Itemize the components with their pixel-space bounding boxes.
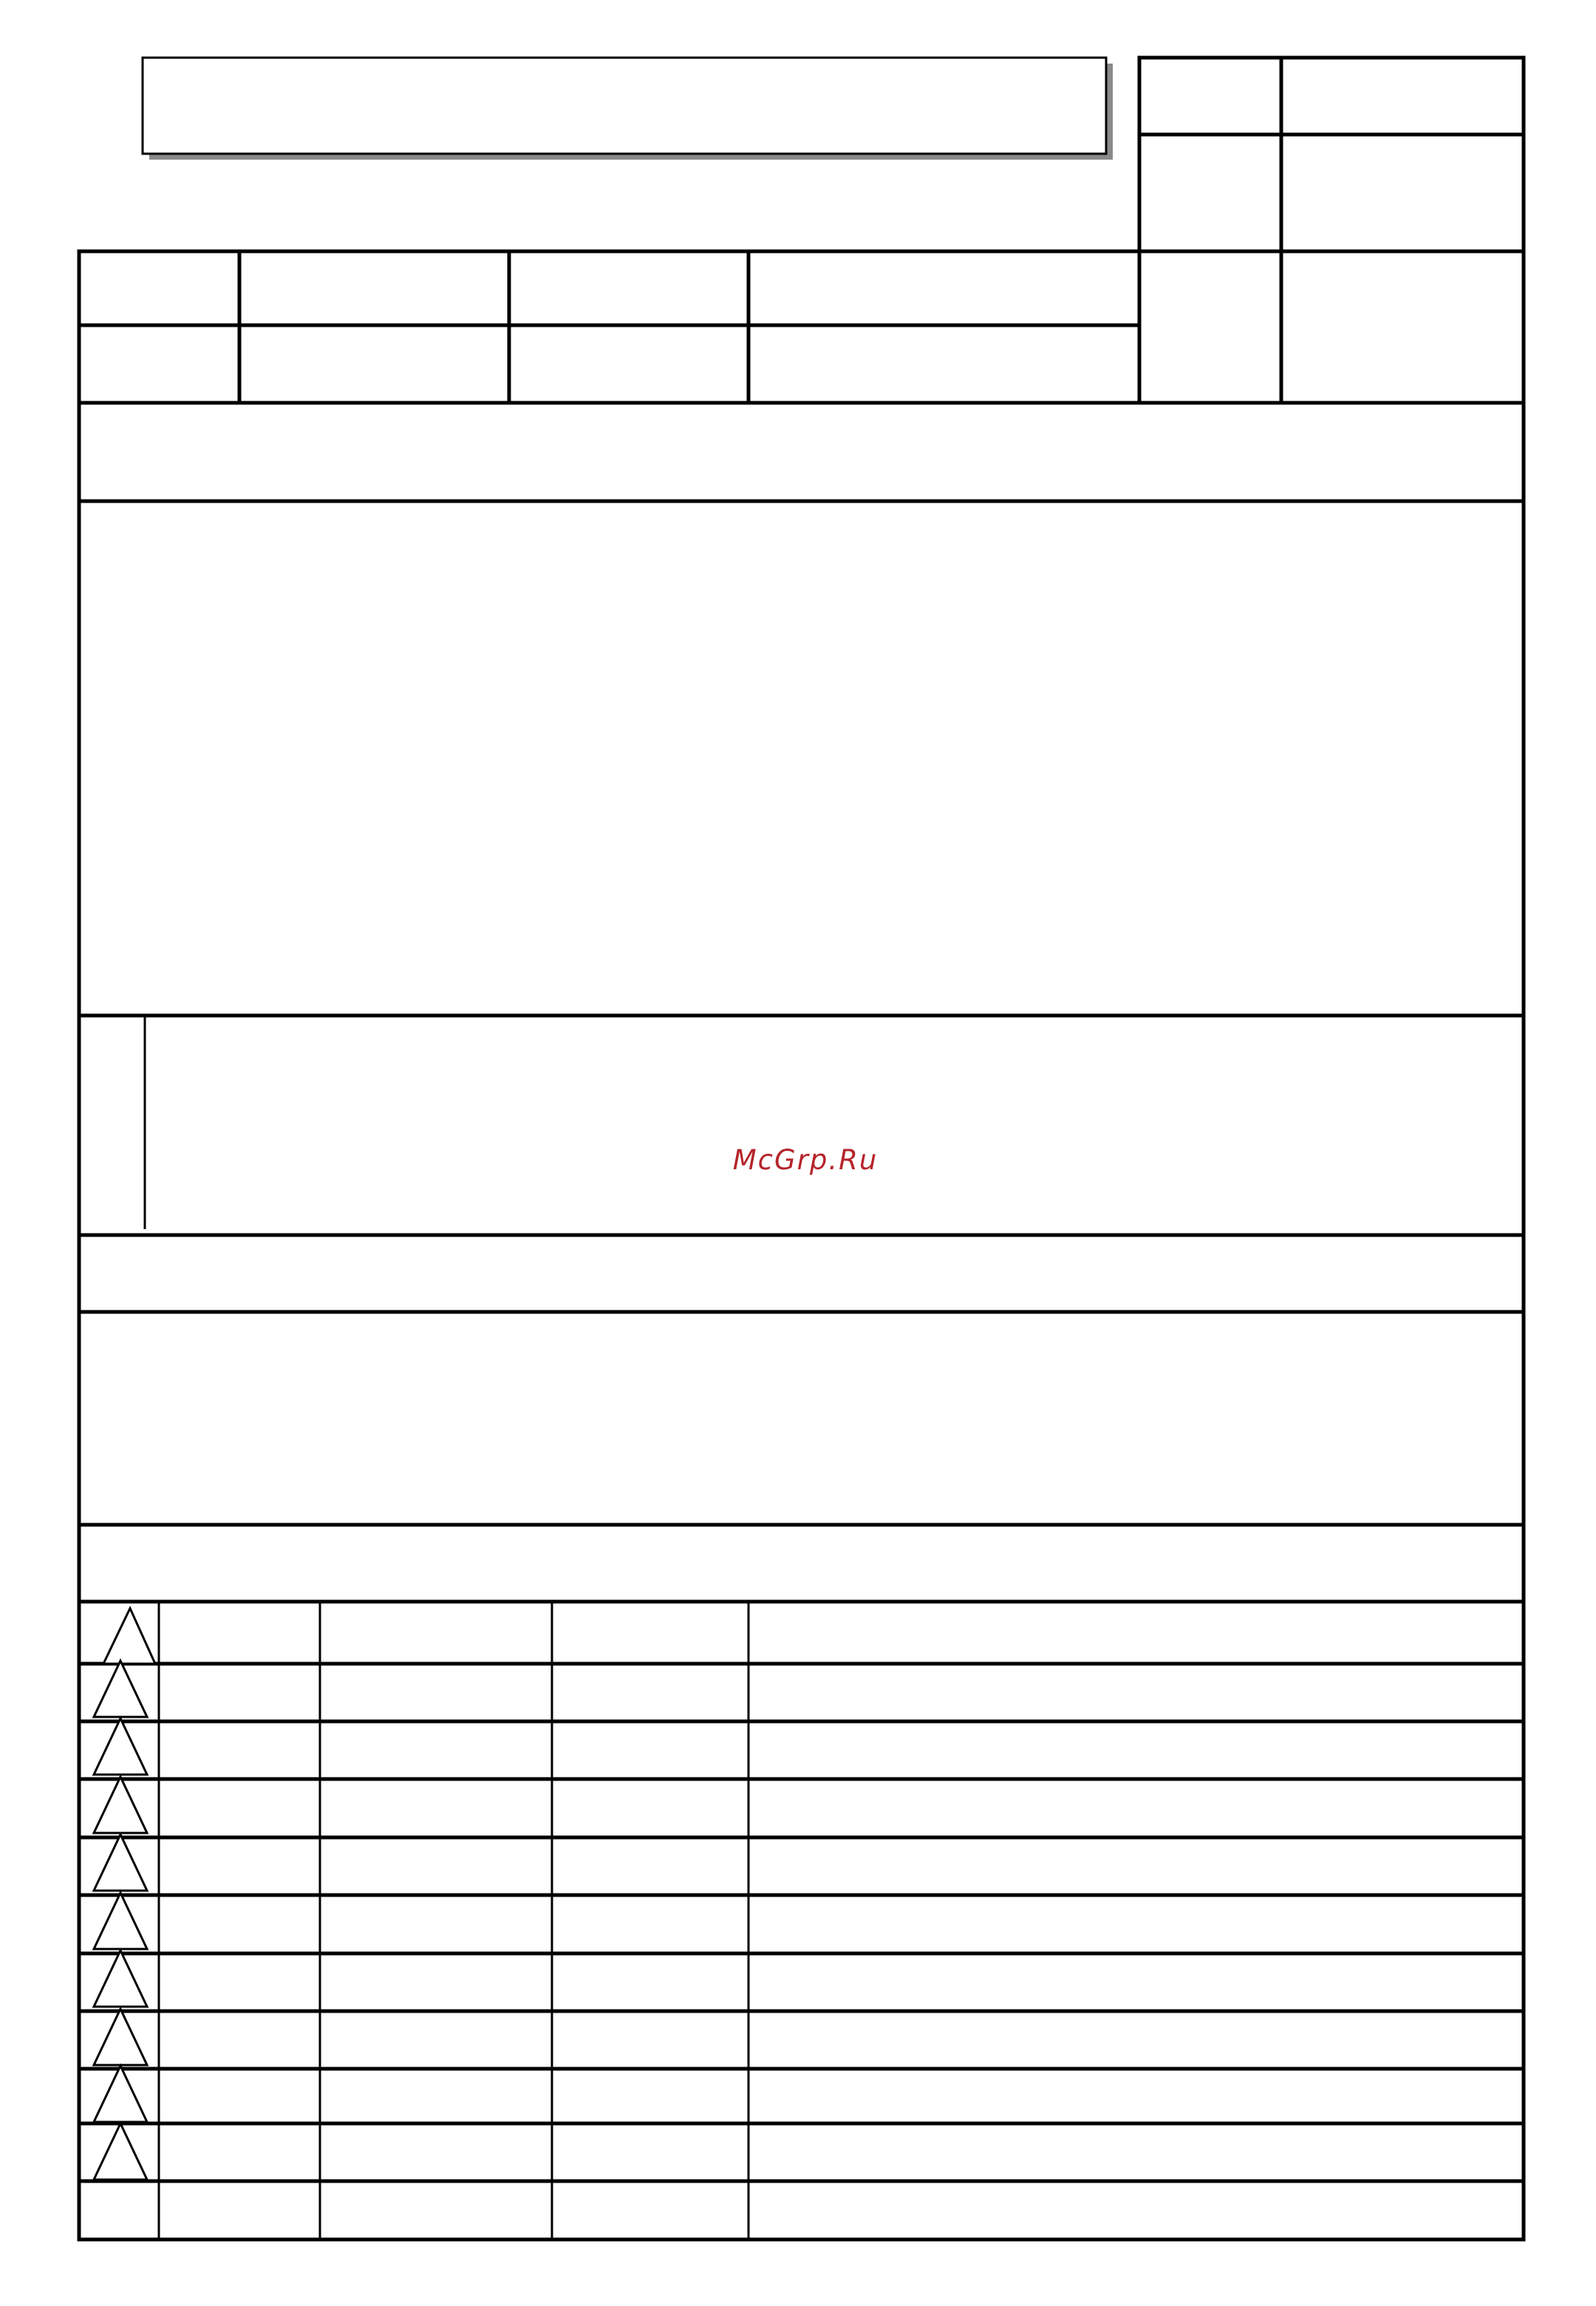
revision-table-columns xyxy=(159,1602,748,2239)
revision-triangle-icon xyxy=(94,2066,147,2122)
revision-triangle-icon xyxy=(94,1718,147,1775)
title-box xyxy=(143,58,1106,154)
main-frame xyxy=(79,251,1524,2239)
revision-triangle-icon xyxy=(94,1893,147,1949)
revision-triangle-icon xyxy=(94,2009,147,2065)
watermark-text: McGrp.Ru xyxy=(732,1144,879,1176)
revision-triangle-icon xyxy=(94,1777,147,1833)
section-dividers xyxy=(79,403,1524,1602)
header-grid xyxy=(79,251,1139,403)
approval-block xyxy=(1139,58,1524,403)
revision-triangle-icon xyxy=(94,1661,147,1717)
revision-triangle-icon xyxy=(103,1608,155,1664)
revision-triangle-icon xyxy=(94,1950,147,2007)
revision-triangle-icon xyxy=(94,1834,147,1891)
revision-triangle-icon xyxy=(94,2123,147,2180)
revision-table-rows xyxy=(79,1664,1524,2181)
